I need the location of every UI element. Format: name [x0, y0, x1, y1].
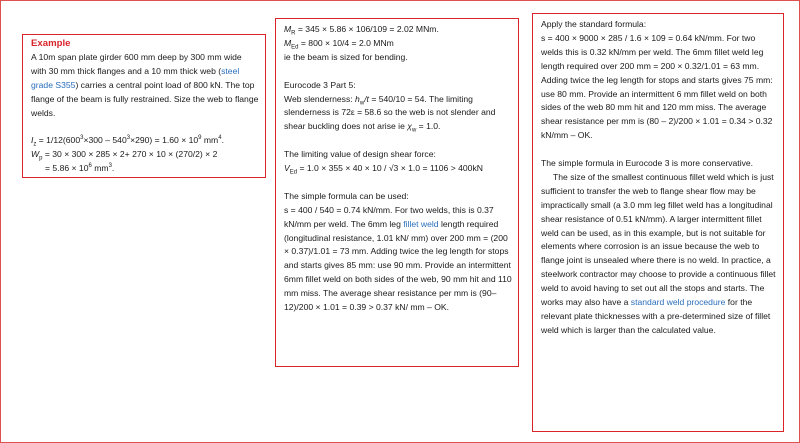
ws-chi-subscript: w [411, 128, 417, 135]
standard-formula-heading: Apply the standard formula: [541, 19, 647, 29]
med-symbol: M [284, 37, 292, 48]
wp-equation [31, 148, 259, 162]
iz-part-c: ×290) = 1.60 × 10 [130, 135, 199, 146]
calculation-box [275, 18, 519, 367]
discussion-text-b: for the relevant plate thicknesses with a pre-determined size of fillet weld which is larger than the calculated value. [541, 297, 771, 335]
mr-text: = 345 × 5.86 × 106/109 = 2.02 MNm. [295, 24, 439, 34]
discussion-text-a: The size of the smallest continuous fillet weld which is just sufficient to transfer the web to flange shear flow may be impractically small (a 3.0 mm leg fillet weld has a longitudinal shear resistance of 0.51 kN/mm). A larger intermittent fillet weld can be used, as in this example, but is not suitable for elements where corrosion is an issue because the web to flange joint is unsealed where there is no weld. In practice, a steelwork contractor may choose to provide a continuous fillet weld to avoid having to set out all the stops and starts. The works may also have a [541, 171, 776, 308]
ved-equation [284, 162, 512, 176]
standard-weld-procedure-link[interactable]: standard weld procedure [630, 297, 726, 308]
ws-h-symbol: h [355, 93, 360, 104]
iz-unit: mm [201, 135, 219, 146]
steel-grade-link[interactable]: steel grade S355 [31, 65, 240, 90]
ws-part-b: = 540/10 = 54. The limiting slenderness is 72ε = 58.6 so the web is not slender and shear buckling does not arise ie [284, 93, 496, 132]
ved-symbol: V [284, 163, 290, 174]
med-equation [284, 37, 512, 51]
example-problem-text [31, 51, 259, 121]
weld-discussion-text [541, 171, 777, 338]
wp-unit: mm [91, 163, 109, 174]
fillet-weld-link[interactable]: fillet weld [403, 218, 439, 229]
wp-symbol: W [31, 149, 40, 160]
iz-equation [31, 134, 259, 148]
problem-text-b: ) carries a central point load of 800 kN. The top flange of the beam is fully restrained. Size the web to flange welds. [31, 79, 259, 118]
example-box [22, 34, 266, 178]
iz-exp-3b: 3 [126, 135, 131, 142]
standard-formula-text: s = 400 × 9000 × 285 / 1.6 × 109 = 0.64 kN/mm. For two welds this is 0.32 kN/mm per weld. The 6mm fillet weld leg length required over 200 mm = 200 × 0.32/1.01 = 63 mm. Adding twice the leg length for stops and starts gives 75 mm: use 80 mm. Provide an intermittent 6 mm fillet weld on both sides of the web 80 mm hit and 120 mm miss. The average shear resistance per mm is (80 – 2)/200 × 1.01 = 0.34 > 0.32 kN/mm – OK. [541, 32, 773, 141]
wp-result [31, 162, 259, 176]
ws-chi-symbol: χ [407, 121, 412, 132]
iz-part-b: ×300 – 540 [83, 135, 127, 146]
iz-subscript: z [33, 142, 37, 149]
mr-equation [284, 23, 512, 37]
ws-t-symbol: /t [364, 93, 369, 104]
simple-text-a: s = 400 / 540 = 0.74 kN/mm. For two welds, this is 0.37 kN/mm per weld. The 6mm leg [284, 204, 494, 229]
ved-subscript: Ed [289, 169, 298, 176]
iz-exp-3a: 3 [80, 135, 84, 142]
problem-text-a: A 10m span plate girder 600 mm deep by 300 mm wide with 30 mm thick flanges and a 10 mm thick web ( [31, 52, 242, 76]
mr-symbol: M [284, 24, 292, 34]
iz-symbol: I [31, 135, 34, 146]
iz-part-a: = 1/12(600 [36, 135, 81, 146]
wp-subscript: p [39, 156, 43, 163]
med-subscript: Ed [291, 44, 299, 51]
conservative-note: The simple formula in Eurocode 3 is more conservative. [541, 158, 754, 169]
simple-formula-text [284, 204, 512, 315]
simple-formula-heading: The simple formula can be used: [284, 190, 409, 201]
standard-formula-box [532, 13, 784, 432]
ws-part-c: = 1.0. [416, 121, 441, 132]
limiting-shear-heading: The limiting value of design shear force: [284, 149, 436, 160]
wp-result-a: = 5.86 × 10 [45, 163, 89, 174]
med-text: = 800 × 10/4 = 2.0 MNm [298, 37, 394, 48]
ws-h-subscript: w [359, 100, 365, 107]
iz-end: . [221, 135, 224, 146]
wp-end: . [111, 163, 115, 174]
simple-text-b: length required (longitudinal resistance, 1.01 kN/ mm) over 200 mm = (200 × 0.37)/1.01 = 73 mm. Adding twice the leg length for stops and starts gives 85 mm: use 90 mm. Provide an intermittent 6mm fillet weld on both sides of the web, 90 mm hit and 110 mm miss. The average shear resistance per mm is (90–12)/200 × 1.01 = 0.39 > 0.37 kN/ mm – OK. [284, 218, 512, 313]
wp-exp-6: 6 [88, 163, 92, 170]
wp-text: = 30 × 300 × 285 × 2+ 270 × 10 × (270/2) × 2 [42, 149, 218, 160]
eurocode-heading: Eurocode 3 Part 5: [284, 79, 356, 90]
iz-exp-9: 9 [198, 135, 202, 142]
web-slenderness-text [284, 93, 512, 135]
wp-exp-3: 3 [108, 163, 112, 170]
iz-exp-4: 4 [218, 135, 222, 142]
ws-part-a: Web slenderness: [284, 93, 356, 104]
ved-text: = 1.0 × 355 × 40 × 10 / √3 × 1.0 = 1106 > 400kN [297, 163, 483, 174]
mr-subscript: R [291, 30, 296, 37]
example-title: Example [31, 38, 71, 49]
bending-conclusion: ie the beam is sized for bending. [284, 51, 408, 62]
